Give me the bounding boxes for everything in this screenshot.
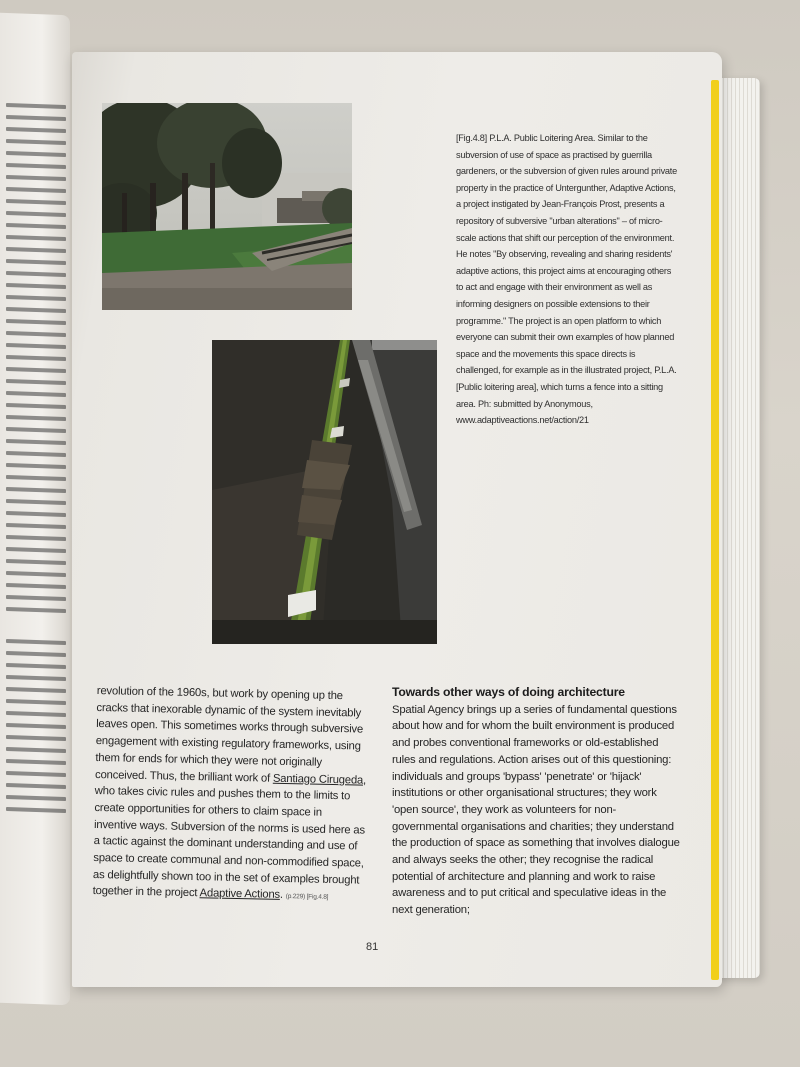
- left-text-part-1: revolution of the 1960s, but work by opening up the cracks that inexorable dynamic of the system inevitably leaves open. This sometimes works through subversive engagement with existing regulatory frameworks, using them for ends for which they were not originally conceived. Thus, the brilliant work of: [94, 684, 364, 785]
- photo-fence-sitting-area: [212, 340, 437, 644]
- left-text-part-3: .: [279, 889, 283, 902]
- yellow-page-edge: [711, 80, 719, 980]
- page-number: 81: [366, 941, 379, 953]
- figure-reference: (p.229) [Fig.4.8]: [285, 893, 329, 902]
- body-text-right-column: [392, 684, 682, 919]
- figure-caption: [Fig.4.8] P.L.A. Public Loitering Area. Similar to the subversion of use of space as practised by guerrilla gardeners, or the subversion of given rules around private property in the practice of Untergunther, Adaptive Actions, a project instigated by Jean-François Prost, presents a repository of subversive "urban alterations" – of micro-scale actions that shift our perception of the environment. He notes "By observing, revealing and sharing residents' adaptive actions, this project aims at encouraging others to act and engage with their environment as well as informing designers on possible extensions to their programme." The project is an open platform to which everyone can submit their own examples of how planned space and the movements this space directs is challenged, for example as in the illustrated project, P.L.A. [Public loitering area], which turns a fence into a sitting area. Ph: submitted by Anonymous, www.adaptiveactions.net/action/21: [456, 133, 677, 426]
- body-text-left-column: [92, 683, 369, 908]
- left-page-text-fragments: [6, 103, 66, 821]
- link-santiago-cirugeda[interactable]: Santiago Cirugeda: [272, 772, 364, 787]
- left-page-edge: [0, 13, 70, 1005]
- left-text-part-2: , who takes civic rules and pushes them to the limits to create opportunities for others to claim space in inventive ways. Subversion of the norms is used here as a tactic against the dominant understanding and use of space to create communal and non-commodified space, as delightfully shown too in the set of examples brought together in the project: [92, 774, 367, 900]
- photo-park-trees: [102, 103, 352, 310]
- section-heading: Towards other ways of doing architecture: [392, 685, 625, 699]
- link-adaptive-actions[interactable]: Adaptive Actions: [199, 887, 281, 902]
- right-body-paragraph: Spatial Agency brings up a series of fundamental questions about how and for whom the built environment is produced and probes conventional frameworks or old-established rules and regulations. Action arises out of this questioning: individuals and groups 'bypass' 'penetrate' or 'hijack' institutions or other organisational structures; they work 'open source', they work as volunteers for non-governmental organisations and charities; they understand the production of space as something that involves dialogue and always seeks the other; they recognise the radical potential of architecture and planning and work to raise awareness and to put critical and speculative ideas in the next generation;: [392, 703, 680, 917]
